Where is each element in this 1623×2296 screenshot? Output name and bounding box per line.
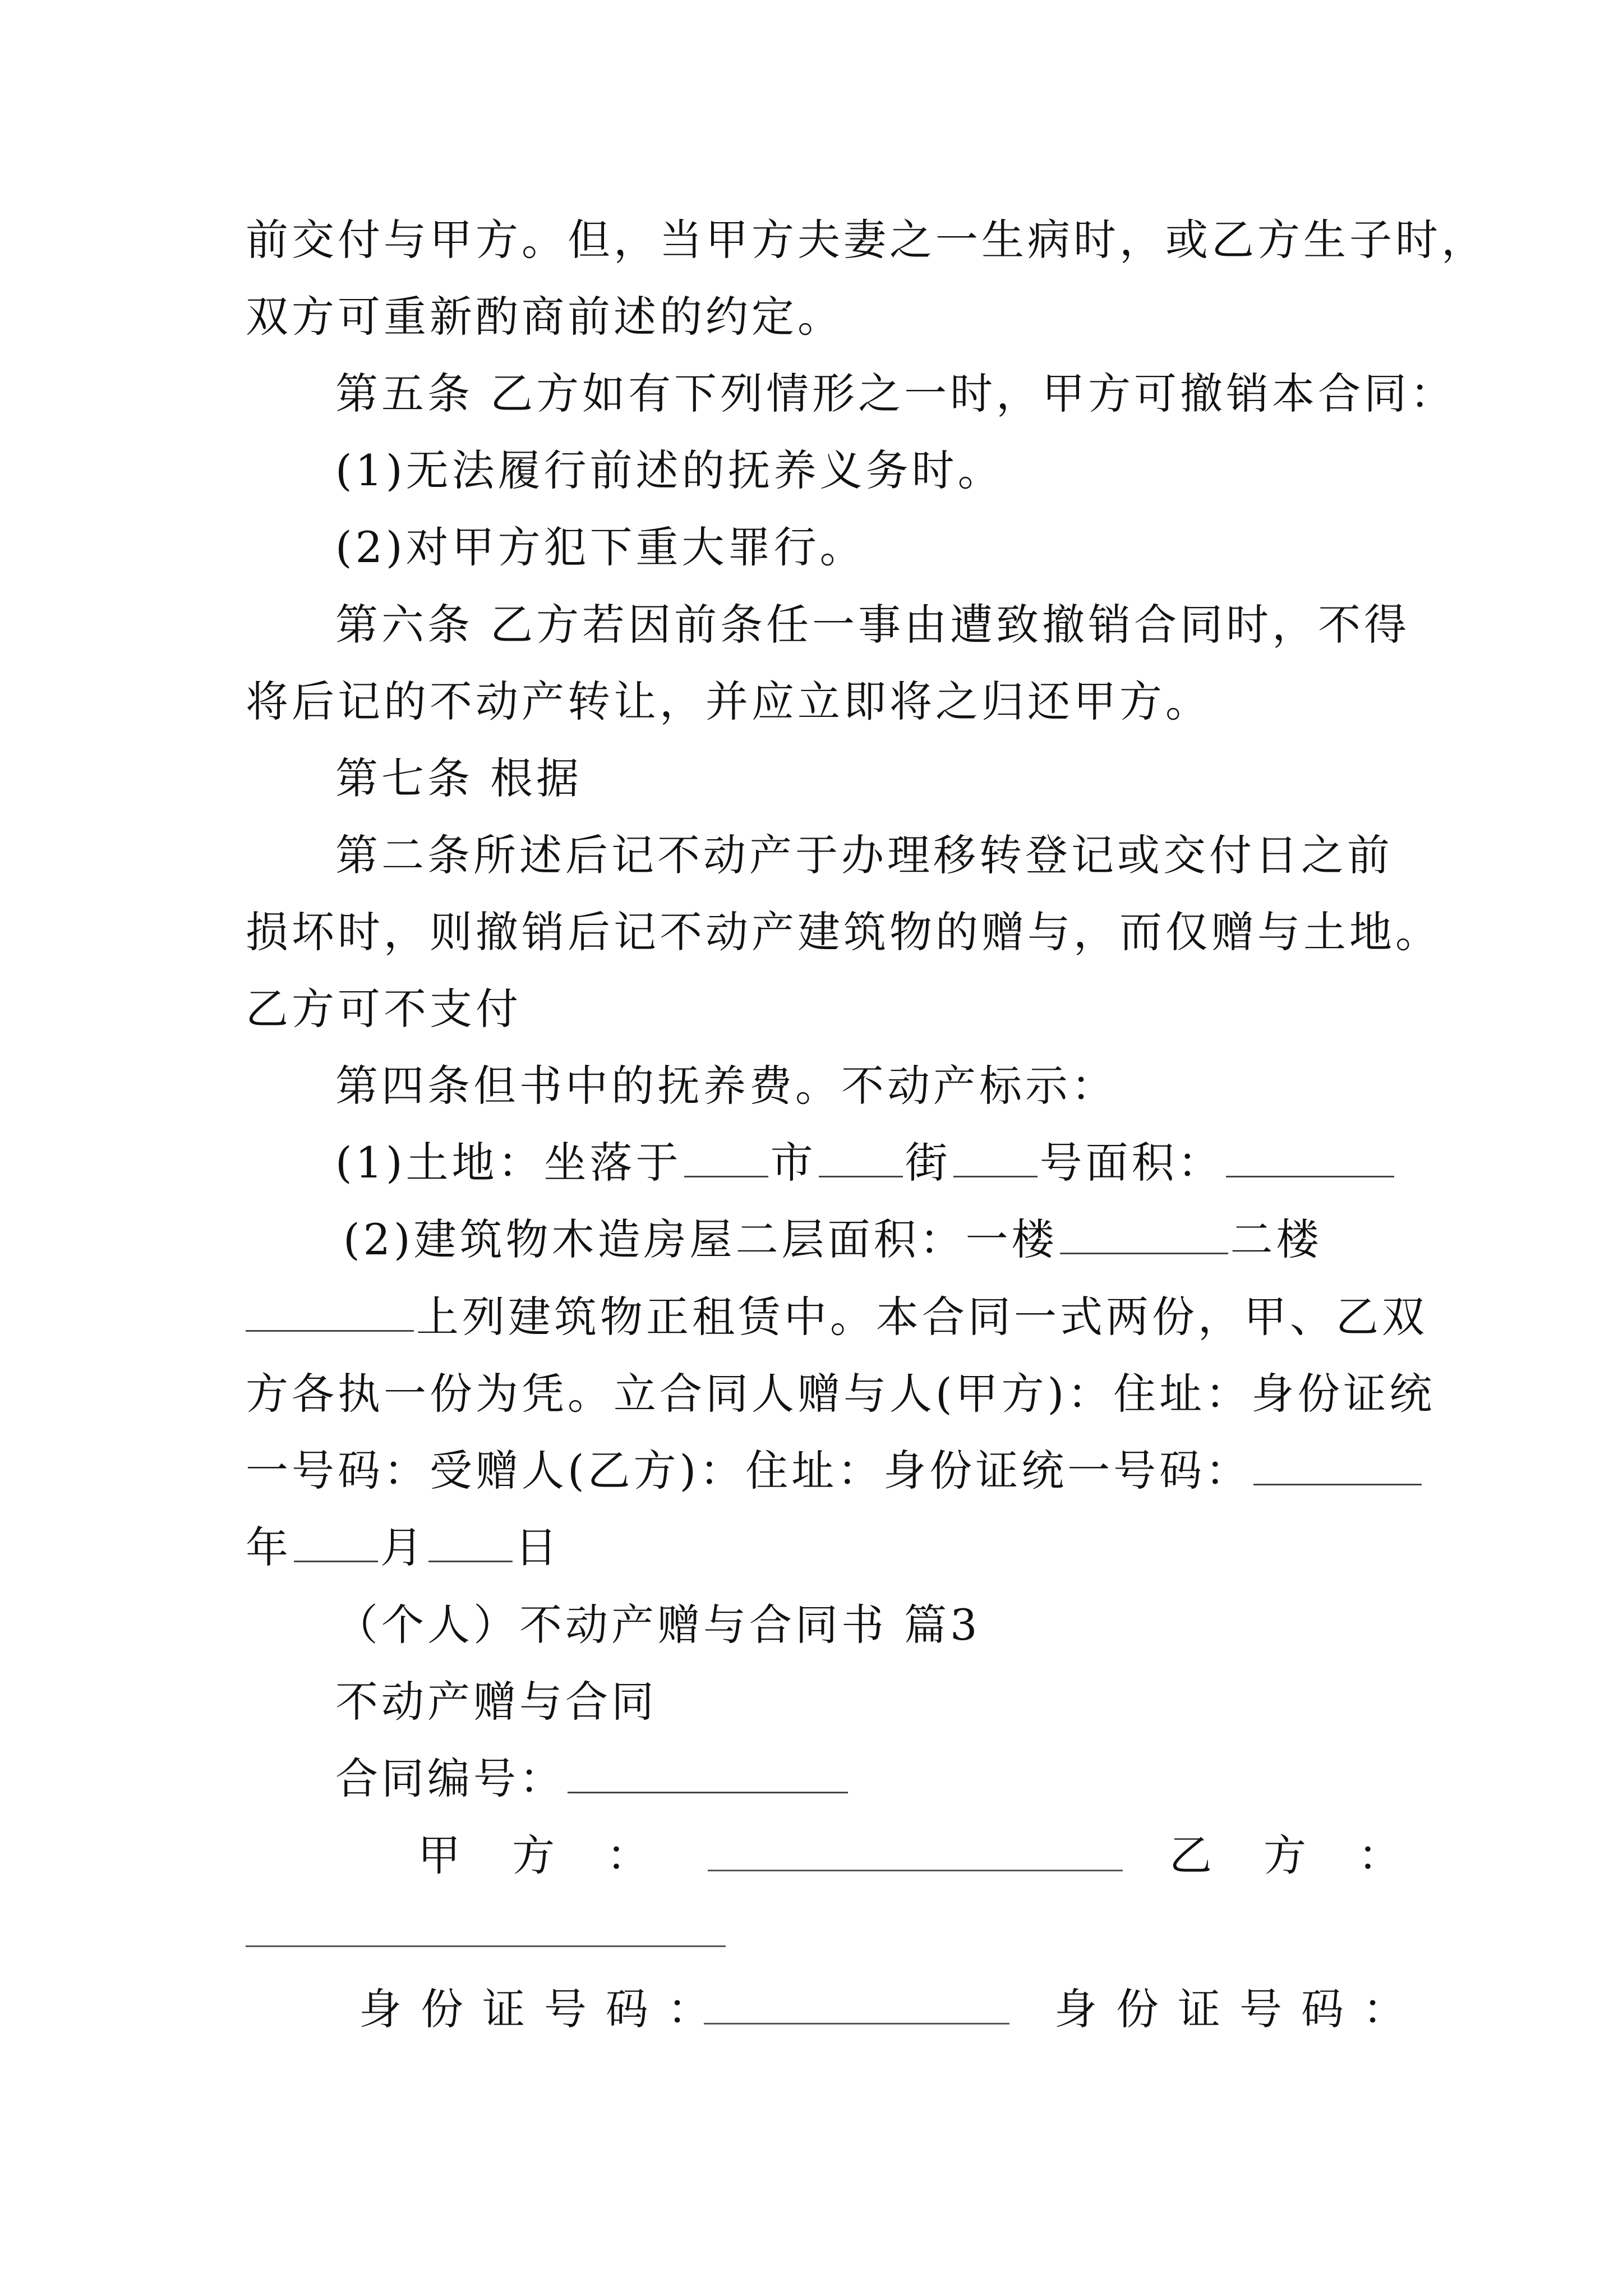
id-a-blank[interactable] bbox=[704, 2023, 1009, 2024]
id-label-a: 身份证号码： bbox=[359, 1984, 729, 2034]
contract-number-blank[interactable] bbox=[568, 1752, 848, 1793]
id-label-b: 身份证号码： bbox=[1054, 1984, 1424, 2034]
land-prefix: (1)土地：坐落于 bbox=[335, 1138, 682, 1188]
article-6-line: 第六条 乙方若因前条任一事由遭致撤销合同时，不得 bbox=[335, 600, 1410, 650]
street-blank[interactable] bbox=[819, 1137, 903, 1177]
land-line bbox=[335, 1135, 1396, 1191]
damage-clause-line: 损坏时，则撤销后记不动产建筑物的赠与，而仅赠与土地。 bbox=[246, 907, 1441, 957]
item-2-line: (2)对甲方犯下重大罪行。 bbox=[335, 522, 866, 572]
paragraph-line-1: 前交付与甲方。但，当甲方夫妻之一生病时，或乙方生子时， bbox=[246, 215, 1487, 265]
building-prefix: (2)建筑物木造房屋二层面积：一楼 bbox=[343, 1214, 1058, 1264]
party-a-blank[interactable] bbox=[708, 1870, 1123, 1871]
contract-title: 不动产赠与合同 bbox=[335, 1677, 657, 1727]
date-month: 月 bbox=[380, 1522, 426, 1572]
article-4-line: 第四条但书中的抚养费。不动产标示： bbox=[335, 1061, 1117, 1111]
party-a-label: 甲 方 ： bbox=[418, 1830, 668, 1880]
article-5-line: 第五条 乙方如有下列情形之一时，甲方可撤销本合同： bbox=[335, 369, 1456, 418]
contract-number-label: 合同编号： bbox=[335, 1754, 565, 1803]
city-blank[interactable] bbox=[684, 1137, 768, 1177]
item-1-line: (1)无法履行前述的抚养义务时。 bbox=[335, 445, 1004, 495]
day-blank[interactable] bbox=[428, 1521, 513, 1562]
article-2-ref-line: 第二条所述后记不动产于办理移转登记或交付日之前 bbox=[335, 830, 1393, 880]
land-city: 市 bbox=[770, 1138, 817, 1188]
contract-number-line bbox=[335, 1751, 850, 1807]
date-line bbox=[246, 1520, 561, 1576]
recipient-line bbox=[246, 1443, 1424, 1499]
building-second-floor: 二楼 bbox=[1230, 1214, 1322, 1264]
second-floor-blank[interactable] bbox=[246, 1291, 414, 1332]
date-day: 日 bbox=[515, 1522, 561, 1572]
article-7-line: 第七条 根据 bbox=[335, 753, 583, 803]
number-blank[interactable] bbox=[953, 1137, 1038, 1177]
party-b-label: 乙 方 ： bbox=[1169, 1830, 1420, 1880]
recipient-id-blank[interactable] bbox=[1253, 1444, 1422, 1485]
rental-text: 上列建筑物正租赁中。本合同一式两份，甲、乙双 bbox=[416, 1292, 1428, 1342]
first-floor-blank[interactable] bbox=[1060, 1213, 1228, 1254]
land-number-area: 号面积： bbox=[1039, 1138, 1224, 1188]
party-b-blank[interactable] bbox=[246, 1945, 726, 1947]
rental-line bbox=[246, 1289, 1428, 1345]
month-blank[interactable] bbox=[294, 1521, 378, 1562]
party-b-pay-line: 乙方可不支付 bbox=[246, 984, 522, 1034]
building-line bbox=[343, 1212, 1322, 1268]
paragraph-line-2: 双方可重新酌商前述的约定。 bbox=[246, 292, 843, 342]
section-heading: （个人）不动产赠与合同书 篇3 bbox=[335, 1600, 981, 1650]
article-6-continued: 将后记的不动产转让，并应立即将之归还甲方。 bbox=[246, 677, 1211, 726]
land-street: 街 bbox=[905, 1138, 951, 1188]
recipient-text: 一号码：受赠人(乙方)：住址：身份证统一号码： bbox=[246, 1446, 1252, 1496]
land-area-blank[interactable] bbox=[1226, 1137, 1394, 1177]
date-year: 年 bbox=[246, 1522, 292, 1572]
copies-line: 方各执一份为凭。立合同人赠与人(甲方)：住址：身份证统 bbox=[246, 1369, 1436, 1419]
